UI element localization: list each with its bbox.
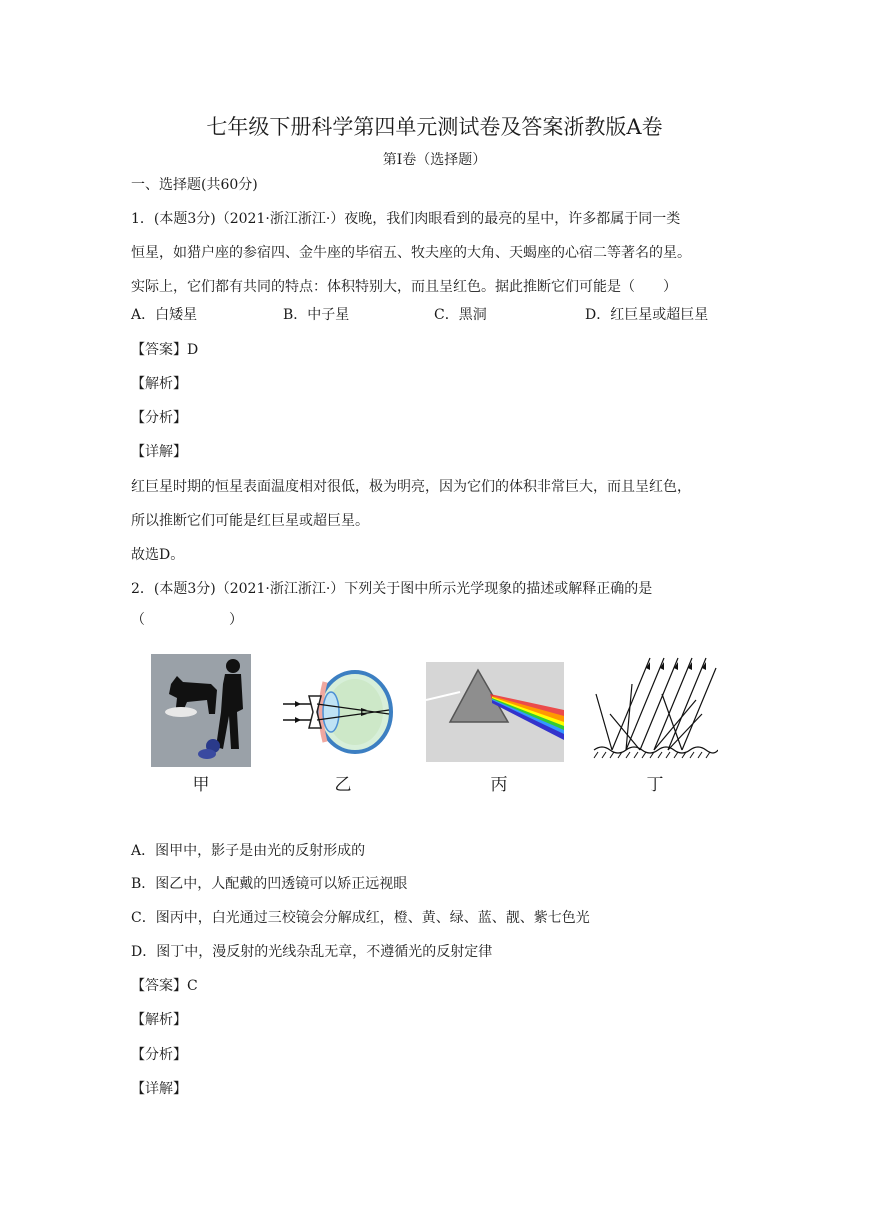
- document-title: 七年级下册科学第四单元测试卷及答案浙教版A卷: [206, 115, 663, 139]
- q1-line-3: 实际上，它们都有共同的特点：体积特别大，而且呈红色。据此推断它们可能是（ ）: [131, 279, 677, 295]
- figure-yi-eye-lens: [281, 662, 399, 762]
- q2-line-2: （ ）: [131, 612, 243, 628]
- q1-answer: 【答案】D: [131, 342, 199, 358]
- figure-ding-caption: 丁: [646, 775, 664, 795]
- q2-analysis-label: 【解析】: [131, 1012, 187, 1028]
- figure-yi-caption: 乙: [334, 775, 352, 795]
- q1-option-b: B．中子星: [283, 307, 350, 323]
- section-heading: 一、选择题(共60分): [131, 177, 258, 193]
- figure-ding-diffuse-reflection: [592, 654, 718, 760]
- q1-option-a: A．白矮星: [131, 307, 198, 323]
- q2-option-a: A．图甲中，影子是由光的反射形成的: [131, 843, 366, 859]
- q1-option-c: C．黑洞: [434, 307, 487, 323]
- q1-conclusion: 故选D。: [131, 547, 185, 563]
- q1-analysis-label: 【解析】: [131, 376, 187, 392]
- q2-option-d: D．图丁中，漫反射的光线杂乱无章，不遵循光的反射定律: [131, 944, 493, 960]
- q2-line-1: 2．(本题3分)（2021·浙江浙江·）下列关于图中所示光学现象的描述或解释正确的是: [131, 581, 653, 597]
- figure-jia-caption: 甲: [192, 775, 210, 795]
- q2-answer: 【答案】C: [131, 978, 198, 994]
- q1-line-1: 1．(本题3分)（2021·浙江浙江·）夜晚，我们肉眼看到的最亮的星中，许多都属于同一类: [131, 211, 681, 227]
- q1-fenxi-label: 【分析】: [131, 410, 187, 426]
- figure-bing-prism: [426, 662, 564, 762]
- q2-detail-label: 【详解】: [131, 1081, 187, 1097]
- q2-option-c: C．图丙中，白光通过三校镜会分解成红，橙、黄、绿、蓝、靓、紫七色光: [131, 910, 590, 926]
- q1-detail-line-2: 所以推断它们可能是红巨星或超巨星。: [131, 513, 369, 529]
- figure-bing-caption: 丙: [490, 775, 508, 795]
- volume-subtitle: 第Ⅰ卷（选择题）: [382, 152, 487, 168]
- q2-fenxi-label: 【分析】: [131, 1047, 187, 1063]
- q1-detail-line-1: 红巨星时期的恒星表面温度相对很低，极为明亮，因为它们的体积非常巨大，而且呈红色，: [131, 479, 691, 495]
- q1-line-2: 恒星，如猎户座的参宿四、金牛座的毕宿五、牧夫座的大角、天蝎座的心宿二等著名的星。: [131, 245, 691, 261]
- q2-option-b: B．图乙中，人配戴的凹透镜可以矫正远视眼: [131, 876, 408, 892]
- q1-detail-label: 【详解】: [131, 444, 187, 460]
- figure-jia-shadow-photo: [151, 654, 251, 767]
- q1-option-d: D．红巨星或超巨星: [585, 307, 709, 323]
